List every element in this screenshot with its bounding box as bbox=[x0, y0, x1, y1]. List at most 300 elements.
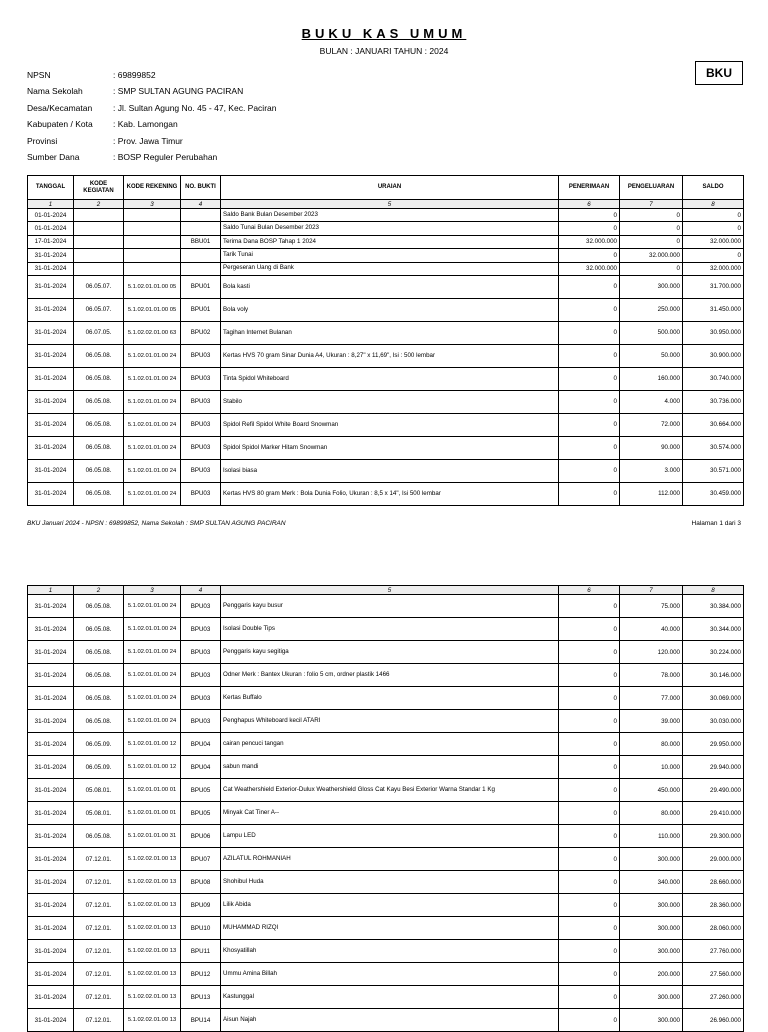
expense-cell: 50.000 bbox=[620, 344, 683, 367]
expense-cell: 75.000 bbox=[620, 595, 683, 618]
receipt-no-cell: BPU08 bbox=[181, 871, 221, 894]
expense-cell: 110.000 bbox=[620, 825, 683, 848]
account-code-cell: 5.1.02.02.01.00 13 bbox=[124, 1009, 181, 1032]
date-cell: 31-01-2024 bbox=[28, 1009, 74, 1032]
income-cell: 0 bbox=[559, 963, 620, 986]
balance-cell: 27.560.000 bbox=[683, 963, 744, 986]
income-cell: 0 bbox=[559, 802, 620, 825]
expense-cell: 40.000 bbox=[620, 618, 683, 641]
balance-cell: 30.736.000 bbox=[683, 390, 744, 413]
info-label: Sumber Dana bbox=[27, 151, 80, 162]
column-header: KODE REKENING bbox=[124, 176, 181, 200]
income-cell: 0 bbox=[559, 687, 620, 710]
description-cell: Bola kasti bbox=[221, 275, 559, 298]
activity-code-cell: 07.12.01. bbox=[74, 1009, 124, 1032]
table-row bbox=[28, 262, 744, 275]
date-cell: 31-01-2024 bbox=[28, 436, 74, 459]
column-number: 7 bbox=[620, 586, 683, 595]
description-cell: cairan pencuci tangan bbox=[221, 733, 559, 756]
info-value: : BOSP Reguler Perubahan bbox=[113, 151, 218, 162]
table-row bbox=[28, 779, 744, 802]
income-cell: 0 bbox=[559, 779, 620, 802]
description-cell: Lilik Abida bbox=[221, 894, 559, 917]
income-cell: 0 bbox=[559, 1009, 620, 1032]
account-code-cell: 5.1.02.01.01.00 24 bbox=[124, 710, 181, 733]
description-cell: Khosyatillah bbox=[221, 940, 559, 963]
account-code-cell: 5.1.02.01.01.00 24 bbox=[124, 413, 181, 436]
expense-cell: 300.000 bbox=[620, 940, 683, 963]
column-number: 6 bbox=[559, 200, 620, 209]
description-cell: Odner Merk : Bantex Ukuran : folio 5 cm, ordner plastik 1466 bbox=[221, 664, 559, 687]
table-row bbox=[28, 618, 744, 641]
account-code-cell: 5.1.02.01.01.00 24 bbox=[124, 390, 181, 413]
income-cell: 0 bbox=[559, 917, 620, 940]
receipt-no-cell: BPU11 bbox=[181, 940, 221, 963]
activity-code-cell: 06.05.08. bbox=[74, 482, 124, 505]
column-header: SALDO bbox=[683, 176, 744, 200]
column-number: 8 bbox=[683, 586, 744, 595]
expense-cell: 300.000 bbox=[620, 848, 683, 871]
income-cell: 0 bbox=[559, 249, 620, 262]
balance-cell: 30.571.000 bbox=[683, 459, 744, 482]
date-cell: 31-01-2024 bbox=[28, 848, 74, 871]
income-cell: 0 bbox=[559, 664, 620, 687]
info-row-province bbox=[27, 136, 276, 152]
income-cell: 0 bbox=[559, 222, 620, 235]
expense-cell: 250.000 bbox=[620, 298, 683, 321]
receipt-no-cell: BPU01 bbox=[181, 275, 221, 298]
table-row bbox=[28, 802, 744, 825]
expense-cell: 0 bbox=[620, 262, 683, 275]
receipt-no-cell bbox=[181, 262, 221, 275]
balance-cell: 32.000.000 bbox=[683, 262, 744, 275]
receipt-no-cell: BPU14 bbox=[181, 1009, 221, 1032]
account-code-cell: 5.1.02.02.01.00 13 bbox=[124, 917, 181, 940]
income-cell: 0 bbox=[559, 275, 620, 298]
receipt-no-cell: BPU04 bbox=[181, 733, 221, 756]
table-row bbox=[28, 733, 744, 756]
info-label: Desa/Kecamatan bbox=[27, 102, 93, 113]
description-cell: Kertas HVS 70 gram Sinar Dunia A4, Ukuran : 8,27" x 11,69", Isi : 500 lembar bbox=[221, 344, 559, 367]
date-cell: 31-01-2024 bbox=[28, 367, 74, 390]
income-cell: 0 bbox=[559, 825, 620, 848]
date-cell: 31-01-2024 bbox=[28, 641, 74, 664]
table-row bbox=[28, 664, 744, 687]
table-row bbox=[28, 848, 744, 871]
table-row bbox=[28, 321, 744, 344]
description-cell: Kertas Buffalo bbox=[221, 687, 559, 710]
column-number: 1 bbox=[28, 586, 74, 595]
expense-cell: 450.000 bbox=[620, 779, 683, 802]
date-cell: 31-01-2024 bbox=[28, 321, 74, 344]
expense-cell: 78.000 bbox=[620, 664, 683, 687]
account-code-cell: 5.1.02.01.01.00 24 bbox=[124, 664, 181, 687]
balance-cell: 27.260.000 bbox=[683, 986, 744, 1009]
balance-cell: 30.030.000 bbox=[683, 710, 744, 733]
activity-code-cell bbox=[74, 235, 124, 248]
balance-cell: 0 bbox=[683, 222, 744, 235]
income-cell: 0 bbox=[559, 756, 620, 779]
account-code-cell: 5.1.02.02.01.00 63 bbox=[124, 321, 181, 344]
balance-cell: 31.450.000 bbox=[683, 298, 744, 321]
date-cell: 31-01-2024 bbox=[28, 595, 74, 618]
account-code-cell: 5.1.02.01.01.00 24 bbox=[124, 618, 181, 641]
activity-code-cell: 07.12.01. bbox=[74, 986, 124, 1009]
expense-cell: 300.000 bbox=[620, 986, 683, 1009]
balance-cell: 30.384.000 bbox=[683, 595, 744, 618]
column-header: PENGELUARAN bbox=[620, 176, 683, 200]
activity-code-cell bbox=[74, 249, 124, 262]
receipt-no-cell: BPU12 bbox=[181, 963, 221, 986]
account-code-cell: 5.1.02.01.01.00 24 bbox=[124, 687, 181, 710]
expense-cell: 300.000 bbox=[620, 275, 683, 298]
expense-cell: 80.000 bbox=[620, 733, 683, 756]
account-code-cell bbox=[124, 209, 181, 222]
receipt-no-cell: BPU03 bbox=[181, 390, 221, 413]
receipt-no-cell: BPU10 bbox=[181, 917, 221, 940]
column-number: 4 bbox=[181, 586, 221, 595]
balance-cell: 28.060.000 bbox=[683, 917, 744, 940]
expense-cell: 0 bbox=[620, 235, 683, 248]
date-cell: 31-01-2024 bbox=[28, 482, 74, 505]
activity-code-cell bbox=[74, 222, 124, 235]
column-number: 6 bbox=[559, 586, 620, 595]
description-cell: Bola voly bbox=[221, 298, 559, 321]
income-cell: 0 bbox=[559, 209, 620, 222]
activity-code-cell: 06.05.08. bbox=[74, 664, 124, 687]
receipt-no-cell: BPU03 bbox=[181, 710, 221, 733]
date-cell: 31-01-2024 bbox=[28, 618, 74, 641]
description-cell: Isolasi Double Tips bbox=[221, 618, 559, 641]
table-row bbox=[28, 209, 744, 222]
description-cell: Penghapus Whiteboard kecil ATARI bbox=[221, 710, 559, 733]
activity-code-cell: 06.05.08. bbox=[74, 618, 124, 641]
income-cell: 32.000.000 bbox=[559, 262, 620, 275]
income-cell: 0 bbox=[559, 459, 620, 482]
expense-cell: 500.000 bbox=[620, 321, 683, 344]
table-row bbox=[28, 595, 744, 618]
expense-cell: 0 bbox=[620, 209, 683, 222]
description-cell: Spidol Spidol Marker Hitam Snowman bbox=[221, 436, 559, 459]
table-row bbox=[28, 894, 744, 917]
info-row-npsn bbox=[27, 70, 276, 86]
date-cell: 31-01-2024 bbox=[28, 390, 74, 413]
date-cell: 31-01-2024 bbox=[28, 249, 74, 262]
activity-code-cell: 06.07.05. bbox=[74, 321, 124, 344]
description-cell: Penggaris kayu busur bbox=[221, 595, 559, 618]
date-cell: 31-01-2024 bbox=[28, 894, 74, 917]
date-cell: 31-01-2024 bbox=[28, 262, 74, 275]
description-cell: Shohibul Huda bbox=[221, 871, 559, 894]
date-cell: 31-01-2024 bbox=[28, 413, 74, 436]
balance-cell: 30.664.000 bbox=[683, 413, 744, 436]
balance-cell: 29.000.000 bbox=[683, 848, 744, 871]
account-code-cell: 5.1.02.02.01.00 13 bbox=[124, 986, 181, 1009]
column-number: 3 bbox=[124, 200, 181, 209]
description-cell: Minyak Cat Tiner A-- bbox=[221, 802, 559, 825]
account-code-cell: 5.1.02.01.01.00 01 bbox=[124, 802, 181, 825]
account-code-cell: 5.1.02.01.01.00 24 bbox=[124, 367, 181, 390]
description-cell: Isolasi biasa bbox=[221, 459, 559, 482]
account-code-cell: 5.1.02.01.01.00 24 bbox=[124, 344, 181, 367]
description-cell: AZILATUL ROHMANIAH bbox=[221, 848, 559, 871]
receipt-no-cell: BPU03 bbox=[181, 641, 221, 664]
table-row bbox=[28, 413, 744, 436]
table-row bbox=[28, 687, 744, 710]
account-code-cell: 5.1.02.01.01.00 05 bbox=[124, 298, 181, 321]
info-value: : Kab. Lamongan bbox=[113, 119, 178, 130]
table-row bbox=[28, 871, 744, 894]
date-cell: 01-01-2024 bbox=[28, 222, 74, 235]
income-cell: 0 bbox=[559, 321, 620, 344]
receipt-no-cell: BPU01 bbox=[181, 298, 221, 321]
income-cell: 0 bbox=[559, 733, 620, 756]
income-cell: 32.000.000 bbox=[559, 235, 620, 248]
balance-cell: 0 bbox=[683, 209, 744, 222]
description-cell: Pergeseran Uang di Bank bbox=[221, 262, 559, 275]
header-row bbox=[28, 176, 744, 200]
income-cell: 0 bbox=[559, 413, 620, 436]
expense-cell: 0 bbox=[620, 222, 683, 235]
description-cell: Tagihan Internet Bulanan bbox=[221, 321, 559, 344]
receipt-no-cell: BBU01 bbox=[181, 235, 221, 248]
description-cell: MUHAMMAD RIZQI bbox=[221, 917, 559, 940]
column-number-row bbox=[28, 586, 744, 595]
income-cell: 0 bbox=[559, 390, 620, 413]
account-code-cell: 5.1.02.01.01.00 24 bbox=[124, 595, 181, 618]
page-indicator: Halaman 1 dari 3 bbox=[691, 520, 741, 527]
receipt-no-cell: BPU03 bbox=[181, 482, 221, 505]
activity-code-cell: 06.05.08. bbox=[74, 413, 124, 436]
table-row bbox=[28, 222, 744, 235]
expense-cell: 340.000 bbox=[620, 871, 683, 894]
expense-cell: 300.000 bbox=[620, 894, 683, 917]
account-code-cell: 5.1.02.02.01.00 13 bbox=[124, 848, 181, 871]
expense-cell: 3.000 bbox=[620, 459, 683, 482]
school-info bbox=[27, 70, 276, 168]
description-cell: sabun mandi bbox=[221, 756, 559, 779]
receipt-no-cell: BPU06 bbox=[181, 825, 221, 848]
receipt-no-cell: BPU07 bbox=[181, 848, 221, 871]
income-cell: 0 bbox=[559, 986, 620, 1009]
date-cell: 31-01-2024 bbox=[28, 871, 74, 894]
date-cell: 31-01-2024 bbox=[28, 459, 74, 482]
expense-cell: 39.000 bbox=[620, 710, 683, 733]
balance-cell: 30.574.000 bbox=[683, 436, 744, 459]
description-cell: Kastunggal bbox=[221, 986, 559, 1009]
receipt-no-cell: BPU13 bbox=[181, 986, 221, 1009]
activity-code-cell: 07.12.01. bbox=[74, 894, 124, 917]
date-cell: 31-01-2024 bbox=[28, 344, 74, 367]
date-cell: 31-01-2024 bbox=[28, 940, 74, 963]
account-code-cell bbox=[124, 249, 181, 262]
balance-cell: 32.000.000 bbox=[683, 235, 744, 248]
expense-cell: 10.000 bbox=[620, 756, 683, 779]
info-row-fund-source bbox=[27, 152, 276, 168]
column-number: 1 bbox=[28, 200, 74, 209]
column-number: 4 bbox=[181, 200, 221, 209]
account-code-cell: 5.1.02.02.01.00 13 bbox=[124, 871, 181, 894]
document-subtitle: BULAN : JANUARI TAHUN : 2024 bbox=[319, 46, 449, 56]
receipt-no-cell: BPU03 bbox=[181, 664, 221, 687]
date-cell: 31-01-2024 bbox=[28, 802, 74, 825]
column-number-row bbox=[28, 200, 744, 209]
footer-note: BKU Januari 2024 - NPSN : 69899852, Nama Sekolah : SMP SULTAN AGUNG PACIRAN bbox=[27, 520, 286, 527]
expense-cell: 112.000 bbox=[620, 482, 683, 505]
table-row bbox=[28, 298, 744, 321]
column-number: 3 bbox=[124, 586, 181, 595]
date-cell: 31-01-2024 bbox=[28, 917, 74, 940]
activity-code-cell: 06.05.08. bbox=[74, 459, 124, 482]
description-cell: Stabilo bbox=[221, 390, 559, 413]
expense-cell: 77.000 bbox=[620, 687, 683, 710]
info-label: Nama Sekolah bbox=[27, 86, 83, 97]
info-row-regency bbox=[27, 119, 276, 135]
activity-code-cell: 06.05.08. bbox=[74, 641, 124, 664]
bku-badge: BKU bbox=[695, 61, 743, 85]
activity-code-cell: 07.12.01. bbox=[74, 963, 124, 986]
expense-cell: 72.000 bbox=[620, 413, 683, 436]
table-row bbox=[28, 436, 744, 459]
balance-cell: 30.069.000 bbox=[683, 687, 744, 710]
receipt-no-cell: BPU03 bbox=[181, 618, 221, 641]
account-code-cell: 5.1.02.02.01.00 13 bbox=[124, 894, 181, 917]
column-number: 5 bbox=[221, 586, 559, 595]
account-code-cell: 5.1.02.01.01.00 05 bbox=[124, 275, 181, 298]
date-cell: 31-01-2024 bbox=[28, 275, 74, 298]
activity-code-cell: 06.05.09. bbox=[74, 733, 124, 756]
balance-cell: 27.760.000 bbox=[683, 940, 744, 963]
income-cell: 0 bbox=[559, 641, 620, 664]
activity-code-cell: 07.12.01. bbox=[74, 871, 124, 894]
income-cell: 0 bbox=[559, 848, 620, 871]
balance-cell: 30.146.000 bbox=[683, 664, 744, 687]
info-row-school-name bbox=[27, 86, 276, 102]
date-cell: 31-01-2024 bbox=[28, 756, 74, 779]
table-row bbox=[28, 459, 744, 482]
info-value: : Prov. Jawa Timur bbox=[113, 135, 183, 146]
table-row bbox=[28, 482, 744, 505]
info-label: Kabupaten / Kota bbox=[27, 119, 93, 130]
date-cell: 31-01-2024 bbox=[28, 986, 74, 1009]
table-row bbox=[28, 641, 744, 664]
receipt-no-cell: BPU09 bbox=[181, 894, 221, 917]
column-number: 5 bbox=[221, 200, 559, 209]
receipt-no-cell: BPU04 bbox=[181, 756, 221, 779]
table-row bbox=[28, 249, 744, 262]
account-code-cell: 5.1.02.01.01.00 24 bbox=[124, 482, 181, 505]
receipt-no-cell bbox=[181, 209, 221, 222]
info-label: NPSN bbox=[27, 70, 51, 80]
activity-code-cell: 07.12.01. bbox=[74, 917, 124, 940]
table-row bbox=[28, 825, 744, 848]
balance-cell: 29.950.000 bbox=[683, 733, 744, 756]
account-code-cell: 5.1.02.01.01.00 01 bbox=[124, 779, 181, 802]
table-row bbox=[28, 367, 744, 390]
income-cell: 0 bbox=[559, 367, 620, 390]
activity-code-cell: 07.12.01. bbox=[74, 848, 124, 871]
column-header: URAIAN bbox=[221, 176, 559, 200]
balance-cell: 28.360.000 bbox=[683, 894, 744, 917]
description-cell: Cat Weathershield Exterior-Dulux Weathershield Gloss Cat Kayu Besi Exterior Warna Standar 1 Kg bbox=[221, 779, 559, 802]
column-number: 2 bbox=[74, 200, 124, 209]
balance-cell: 29.940.000 bbox=[683, 756, 744, 779]
column-header: PENERIMAAN bbox=[559, 176, 620, 200]
date-cell: 31-01-2024 bbox=[28, 825, 74, 848]
date-cell: 31-01-2024 bbox=[28, 733, 74, 756]
receipt-no-cell bbox=[181, 249, 221, 262]
table-row bbox=[28, 710, 744, 733]
activity-code-cell: 06.05.07. bbox=[74, 275, 124, 298]
description-cell: Spidol Refil Spidol White Board Snowman bbox=[221, 413, 559, 436]
balance-cell: 30.740.000 bbox=[683, 367, 744, 390]
expense-cell: 200.000 bbox=[620, 963, 683, 986]
column-number: 7 bbox=[620, 200, 683, 209]
date-cell: 31-01-2024 bbox=[28, 963, 74, 986]
table-row bbox=[28, 756, 744, 779]
column-header: KODE KEGIATAN bbox=[74, 176, 124, 200]
expense-cell: 120.000 bbox=[620, 641, 683, 664]
date-cell: 31-01-2024 bbox=[28, 710, 74, 733]
info-value: : SMP SULTAN AGUNG PACIRAN bbox=[113, 86, 244, 97]
date-cell: 17-01-2024 bbox=[28, 235, 74, 248]
ledger-table-page-1 bbox=[27, 175, 744, 506]
expense-cell: 80.000 bbox=[620, 802, 683, 825]
expense-cell: 160.000 bbox=[620, 367, 683, 390]
balance-cell: 31.700.000 bbox=[683, 275, 744, 298]
description-cell: Lampu LED bbox=[221, 825, 559, 848]
balance-cell: 0 bbox=[683, 249, 744, 262]
activity-code-cell: 05.08.01. bbox=[74, 779, 124, 802]
activity-code-cell: 06.05.08. bbox=[74, 825, 124, 848]
account-code-cell: 5.1.02.01.01.00 31 bbox=[124, 825, 181, 848]
balance-cell: 26.960.000 bbox=[683, 1009, 744, 1032]
activity-code-cell: 05.08.01. bbox=[74, 802, 124, 825]
balance-cell: 30.344.000 bbox=[683, 618, 744, 641]
table-row bbox=[28, 235, 744, 248]
receipt-no-cell: BPU03 bbox=[181, 344, 221, 367]
table-row bbox=[28, 986, 744, 1009]
income-cell: 0 bbox=[559, 940, 620, 963]
balance-cell: 28.660.000 bbox=[683, 871, 744, 894]
table-row bbox=[28, 917, 744, 940]
income-cell: 0 bbox=[559, 595, 620, 618]
date-cell: 01-01-2024 bbox=[28, 209, 74, 222]
activity-code-cell bbox=[74, 209, 124, 222]
table-row bbox=[28, 940, 744, 963]
info-row-address bbox=[27, 103, 276, 119]
date-cell: 31-01-2024 bbox=[28, 687, 74, 710]
expense-cell: 300.000 bbox=[620, 1009, 683, 1032]
description-cell: Saldo Tunai Bulan Desember 2023 bbox=[221, 222, 559, 235]
date-cell: 31-01-2024 bbox=[28, 664, 74, 687]
account-code-cell: 5.1.02.01.01.00 24 bbox=[124, 641, 181, 664]
income-cell: 0 bbox=[559, 344, 620, 367]
balance-cell: 30.950.000 bbox=[683, 321, 744, 344]
income-cell: 0 bbox=[559, 710, 620, 733]
description-cell: Aisun Najah bbox=[221, 1009, 559, 1032]
activity-code-cell: 06.05.07. bbox=[74, 298, 124, 321]
activity-code-cell: 06.05.08. bbox=[74, 367, 124, 390]
description-cell: Tarik Tunai bbox=[221, 249, 559, 262]
expense-cell: 90.000 bbox=[620, 436, 683, 459]
balance-cell: 30.900.000 bbox=[683, 344, 744, 367]
receipt-no-cell: BPU03 bbox=[181, 367, 221, 390]
table-row bbox=[28, 1009, 744, 1032]
description-cell: Ummu Amina Billah bbox=[221, 963, 559, 986]
column-header: NO. BUKTI bbox=[181, 176, 221, 200]
activity-code-cell: 06.05.08. bbox=[74, 390, 124, 413]
